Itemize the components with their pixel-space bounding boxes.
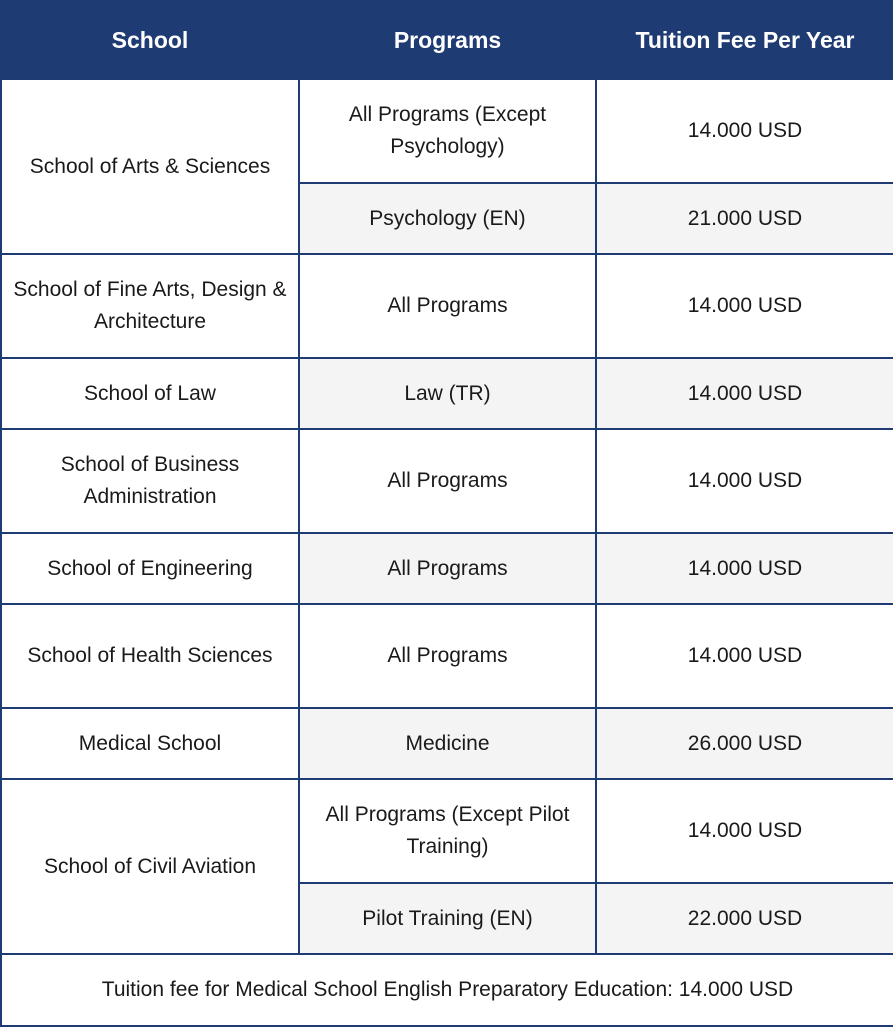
fee-cell: 14.000 USD [596, 779, 893, 883]
program-cell: Pilot Training (EN) [299, 883, 596, 954]
header-fee: Tuition Fee Per Year [596, 1, 893, 79]
school-cell: School of Health Sciences [1, 604, 299, 708]
table-row [1, 429, 893, 533]
fee-cell: 14.000 USD [596, 533, 893, 604]
table-row [1, 358, 893, 429]
header-programs: Programs [299, 1, 596, 79]
fee-cell: 14.000 USD [596, 429, 893, 533]
school-cell: School of Civil Aviation [1, 779, 299, 954]
school-cell: Medical School [1, 708, 299, 779]
fee-cell: 26.000 USD [596, 708, 893, 779]
program-cell: Law (TR) [299, 358, 596, 429]
school-cell: School of Engineering [1, 533, 299, 604]
table-header-row [1, 1, 893, 79]
program-cell: All Programs [299, 604, 596, 708]
program-cell: All Programs (Except Pilot Training) [299, 779, 596, 883]
fee-cell: 14.000 USD [596, 604, 893, 708]
program-cell: All Programs [299, 429, 596, 533]
table-row [1, 254, 893, 358]
program-cell: Medicine [299, 708, 596, 779]
footer-note: Tuition fee for Medical School English Preparatory Education: 14.000 USD [1, 954, 893, 1026]
table-row [1, 708, 893, 779]
table-row [1, 79, 893, 183]
fee-cell: 22.000 USD [596, 883, 893, 954]
program-cell: Psychology (EN) [299, 183, 596, 254]
table-row [1, 604, 893, 708]
table-row [1, 779, 893, 883]
fee-cell: 14.000 USD [596, 358, 893, 429]
table-footer-row [1, 954, 893, 1026]
program-cell: All Programs [299, 254, 596, 358]
school-cell: School of Fine Arts, Design & Architecture [1, 254, 299, 358]
school-cell: School of Law [1, 358, 299, 429]
fee-cell: 14.000 USD [596, 254, 893, 358]
header-school: School [1, 1, 299, 79]
fee-cell: 14.000 USD [596, 79, 893, 183]
fee-cell: 21.000 USD [596, 183, 893, 254]
table-row [1, 533, 893, 604]
program-cell: All Programs (Except Psychology) [299, 79, 596, 183]
school-cell: School of Business Administration [1, 429, 299, 533]
school-cell: School of Arts & Sciences [1, 79, 299, 254]
program-cell: All Programs [299, 533, 596, 604]
